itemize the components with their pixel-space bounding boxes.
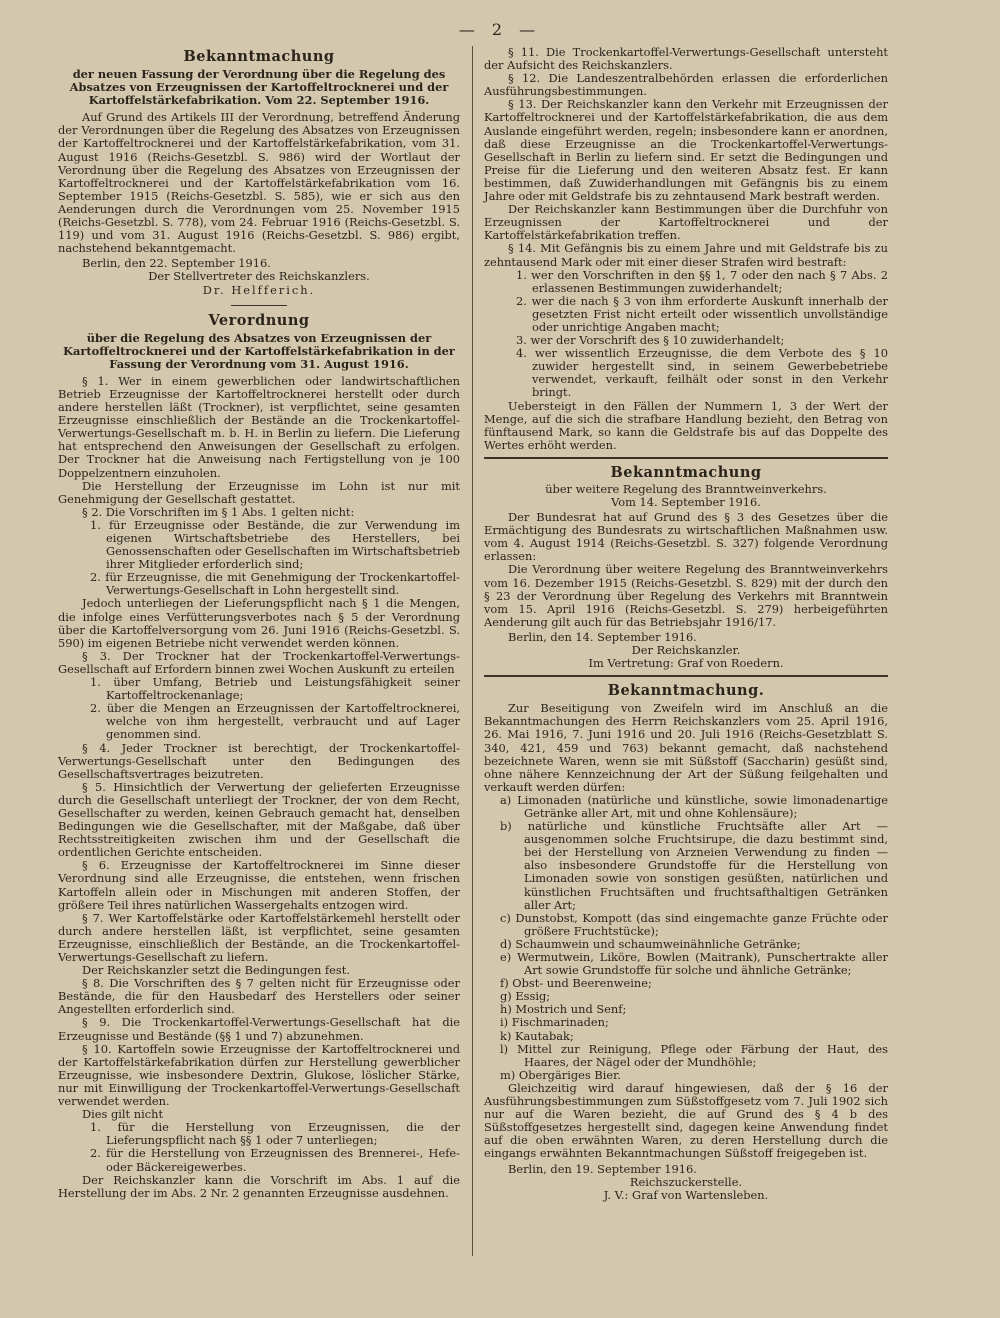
list-item: a) Limonaden (natürliche und künstliche, sowie limonadenartige Getränke aller Art, mit und ohne Kohlensäure);	[500, 792, 888, 820]
list-item: 1. für Erzeugnisse oder Bestände, die zur Verwendung im eigenen Wirtschaftsbetriebe des Herstellers, bei Genossenschaften oder Gesellschaften im Wirtschaftsbetrieb ihrer Mitglieder erforderlich sind;	[90, 517, 460, 572]
paragraph-2: § 2. Die Vorschriften im § 1 Abs. 1 gelten nicht:	[82, 504, 355, 519]
paragraph-10c: Der Reichskanzler kann die Vorschrift im Abs. 1 auf die Herstellung der im Abs. 2 Nr. 2 genannten Erzeugnisse ausdehnen.	[58, 1172, 460, 1200]
announcement-subtitle: über weitere Regelung des Branntweinverkehrs.	[545, 481, 827, 496]
right-column	[484, 46, 888, 1202]
paragraph-14b: Uebersteigt in den Fällen der Nummern 1, 3 der Wert der Menge, auf die sich die strafbare Handlung bezieht, den Betrag von fünftausend Mark, so kann die Geldstrafe bis auf das Doppelte des Wertes erhöht werden.	[484, 398, 888, 452]
list-item: f) Obst- und Beerenweine;	[500, 976, 652, 991]
paragraph-1b: Die Herstellung der Erzeugnisse im Lohn ist nur mit Genehmigung der Gesellschaft gestattet.	[58, 478, 460, 506]
list-item: 1. für die Herstellung von Erzeugnissen, die der Lieferungspflicht nach §§ 1 oder 7 unterliegen;	[90, 1120, 460, 1148]
list-item: 4. wer wissentlich Erzeugnisse, die dem Verbote des § 10 zuwider hergestellt sind, in seinem Gewerbebetriebe verwendet, verkauft, feilhält oder sonst in den Verkehr bringt.	[516, 346, 888, 400]
list-item: g) Essig;	[500, 989, 551, 1004]
list-item: l) Mittel zur Reinigung, Pflege oder Färbung der Haut, des Haares, der Nägel oder der Mundhöhle;	[500, 1041, 888, 1069]
signature-name: Dr. Helfferich.	[202, 282, 316, 297]
paragraph-13: § 13. Der Reichskanzler kann den Verkehr mit Erzeugnissen der Kartoffeltrocknerei und der Kartoffelstärkefabrikation, die aus dem Auslande eingeführt werden, regeln; insbesondere kann er anordnen, daß diese Erzeugnisse an die Trockenkartoffel-Verwertungs-Gesellschaft in Berlin zu liefern sind. Er setzt die Bedingungen und Preise für die Lieferung und den weiteren Absatz fest. Er kann bestimmen, daß Zuwiderhandlungen mit Gefängnis bis zu einem Jahre oder mit Geldstrafe bis zu zehntausend Mark bestraft werden.	[484, 97, 888, 204]
paragraph-4: § 4. Jeder Trockner ist berechtigt, der Trockenkartoffel-Verwertungs-Gesellschaft unter den Bedingungen des Gesellschaftsvertrages beizutreten.	[58, 740, 460, 781]
list-item: k) Kautabak;	[500, 1028, 574, 1043]
list-item: 2. über die Mengen an Erzeugnissen der Kartoffeltrocknerei, welche von ihm hergestellt, verbraucht und auf Lager genommen sind.	[90, 701, 460, 742]
list-item: 3. wer der Vorschrift des § 10 zuwiderhandelt;	[516, 333, 785, 348]
announcement-date: Berlin, den 22. September 1916.	[82, 256, 271, 271]
list-item: i) Fischmarinaden;	[500, 1015, 609, 1030]
page-number: — 2 —	[458, 20, 542, 39]
signature-title: Reichszuckerstelle.	[629, 1174, 743, 1189]
announcement-subtitle: der neuen Fassung der Verordnung über die Regelung des Absatzes von Erzeugnissen der Kartoffeltrocknerei und der Kartoffelstärkefabrikation. Vom 22. September 1916.	[69, 67, 449, 108]
signature-title: Der Reichskanzler.	[631, 643, 741, 658]
announcement-text: Gleichzeitig wird darauf hingewiesen, daß der § 16 der Ausführungsbestimmungen zum Süßstoffgesetz vom 7. Juli 1902 sich nur auf die Waren bezieht, die auf Grund des § 4 b des Süßstoffgesetzes hergestellt sind, dagegen keine Anwendung findet auf die oben erwähnten Waren, zu deren Herstellung durch die eingangs erwähnten Bekanntmachungen Süßstoff freigegeben ist.	[484, 1080, 888, 1161]
paragraph-13b: Der Reichskanzler kann Bestimmungen über die Durchfuhr von Erzeugnissen der Kartoffeltrocknerei und der Kartoffelstärkefabrikation treffen.	[484, 202, 888, 243]
announcement-text: Auf Grund des Artikels III der Verordnung, betreffend Änderung der Verordnungen über die Regelung des Absatzes von Erzeugnissen der Kartoffeltrocknerei und der Kartoffelstärkefabrikation, vom 31. August 1916 (Reichs-Gesetzbl. S. 986) wird der Wortlaut der Verordnung über die Regelung des Absatzes von Erzeugnissen der Kartoffeltrocknerei und der Kartoffelstärkefabrikation vom 16. September 1915 (Reichs-Gesetzbl. S. 585), wie er sich aus den Aenderungen durch die Verordnungen vom 25. November 1915 (Reichs-Gesetzbl. S. 778), vom 24. Februar 1916 (Reichs-Gesetzbl. S. 119) und vom 31. August 1916 (Reichs-Gesetzbl. S. 986) ergibt, nachstehend bekanntgemacht.	[58, 110, 460, 256]
signature-title: Der Stellvertreter des Reichskanzlers.	[148, 269, 370, 284]
section-divider	[231, 305, 287, 306]
section-rule	[484, 675, 888, 677]
announcement-text: Der Bundesrat hat auf Grund des § 3 des Gesetzes über die Ermächtigung des Bundesrats zu wirtschaftlichen Maßnahmen usw. vom 4. August 1914 (Reichs-Gesetzbl. S. 327) folgende Verordnung erlassen:	[484, 510, 888, 564]
list-item: e) Wermutwein, Liköre, Bowlen (Maitrank), Punschertrakte aller Art sowie Grundstoffe für solche und ähnliche Getränke;	[500, 950, 888, 978]
announcement-date-line: Vom 14. September 1916.	[611, 495, 761, 509]
list-item: 1. über Umfang, Betrieb und Leistungsfähigkeit seiner Kartoffeltrockenanlage;	[90, 675, 460, 703]
left-column	[58, 46, 460, 1200]
paragraph-8: § 8. Die Vorschriften des § 7 gelten nicht für Erzeugnisse oder Bestände, die für den Hausbedarf des Herstellers oder seiner Angestellten erforderlich sind.	[58, 976, 460, 1017]
paragraph-14: § 14. Mit Gefängnis bis zu einem Jahre und mit Geldstrafe bis zu zehntausend Mark oder mit einer dieser Strafen wird bestraft:	[484, 241, 888, 269]
announcement-date: Berlin, den 14. September 1916.	[508, 629, 697, 644]
list-item: b) natürliche und künstliche Fruchtsäfte aller Art — ausgenommen solche Fruchtsirupe, die dazu bestimmt sind, bei der Herstellung von Arzneien Verwendung zu finden — also insbesondere Grundstoffe für die Herstellung von Limonaden sowie von sonstigen gesüßten, natürlichen und künstlichen Fruchtsäften und fruchtsafthaltigen Getränken aller Art;	[500, 819, 888, 912]
list-item: c) Dunstobst, Kompott (das sind eingemachte ganze Früchte oder größere Fruchtstücke);	[500, 910, 888, 938]
announcement-text: Zur Beseitigung von Zweifeln wird im Anschluß an die Bekanntmachungen des Herrn Reichskanzlers vom 25. April 1916, 26. Mai 1916, 7. Juni 1916 und 20. Juli 1916 (Reichs-Gesetzblatt S. 340, 421, 459 und 763) bekannt gemacht, daß nachstehend bezeichnete Waren, wenn sie mit Süßstoff (Saccharin) gesüßt sind, ohne nähere Kennzeichnung der Art der Süßung feilgehalten und verkauft werden dürfen:	[484, 701, 888, 794]
paragraph-7: § 7. Wer Kartoffelstärke oder Kartoffelstärkemehl herstellt oder durch andere herstellen läßt, ist verpflichtet, seine gesamten Erzeugnisse, einschließlich der Bestände, an die Trockenkartoffel-Verwertungs-Gesellschaft zu liefern.	[58, 910, 460, 964]
signature-name: J. V.: Graf von Wartensleben.	[603, 1187, 769, 1202]
list-item: d) Schaumwein und schaumweinähnliche Getränke;	[500, 936, 801, 951]
paragraph-6: § 6. Erzeugnisse der Kartoffeltrocknerei im Sinne dieser Verordnung sind alle Erzeugnisse, die entstehen, wenn frischen Kartoffeln allein oder in Mischungen mit anderen Stoffen, der größere Teil ihres natürlichen Wassergehalts entzogen wird.	[58, 858, 460, 912]
paragraph-7b: Der Reichskanzler setzt die Bedingungen fest.	[82, 963, 350, 978]
paragraph-12: § 12. Die Landeszentralbehörden erlassen die erforderlichen Ausführungsbestimmungen.	[484, 71, 888, 99]
list-item: 2. wer die nach § 3 von ihm erforderte Auskunft innerhalb der gesetzten Frist nicht erteilt oder wissentlich unvollständige oder unrichtige Angaben macht;	[516, 293, 888, 334]
list-item: 2. für Erzeugnisse, die mit Genehmigung der Trockenkartoffel-Verwertungs-Gesellschaft in Lohn hergestellt sind.	[90, 570, 460, 598]
ordinance-title: Verordnung	[208, 311, 310, 329]
paragraph-1: § 1. Wer in einem gewerblichen oder landwirtschaftlichen Betrieb Erzeugnisse der Kartoffeltrocknerei herstellt oder durch andere herstellen läßt (Trockner), ist verpflichtet, seine gesamten Erzeugnisse einschließlich der Bestände an die Trockenkartoffel-Verwertungs-Gesellschaft m. b. H. in Berlin zu liefern. Die Lieferung hat entsprechend den Anweisungen der Gesellschaft zu erfolgen. Der Trockner hat die Anweisung nach Fertigstellung von je 100 Doppelzentnern einzuholen.	[58, 373, 460, 480]
list-item: 2. für die Herstellung von Erzeugnissen des Brennerei-, Hefe- oder Bäckereigewerbes.	[90, 1146, 460, 1174]
list-item: 1. wer den Vorschriften in den §§ 1, 7 oder den nach § 7 Abs. 2 erlassenen Bestimmungen zuwiderhandelt;	[516, 267, 888, 295]
list-item: h) Mostrich und Senf;	[500, 1002, 627, 1017]
ordinance-subtitle: über die Regelung des Absatzes von Erzeugnissen der Kartoffeltrocknerei und der Kartoffelstärkefabrikation in der Fassung der Verordnung vom 31. August 1916.	[63, 330, 455, 371]
paragraph-10b: Dies gilt nicht	[82, 1107, 164, 1122]
paragraph-3: § 3. Der Trockner hat der Trockenkartoffel-Verwertungs-Gesellschaft auf Erfordern binnen zwei Wochen Auskunft zu erteilen	[58, 648, 460, 676]
column-divider	[472, 46, 473, 1256]
list-item: m) Obergäriges Bier.	[500, 1067, 621, 1082]
announcement-text: Die Verordnung über weitere Regelung des Branntweinverkehrs vom 16. Dezember 1915 (Reichs-Gesetzbl. S. 829) mit der durch den § 23 der Verordnung über Regelung des Verkehrs mit Branntwein vom 15. April 1916 (Reichs-Gesetzbl. S. 279) herbeigeführten Aenderung gilt auch für das Betriebsjahr 1916/17.	[484, 562, 888, 629]
paragraph-10: § 10. Kartoffeln sowie Erzeugnisse der Kartoffeltrocknerei und der Kartoffelstärkefabrikation dürfen zur Herstellung gewerblicher Erzeugnisse, wie insbesondere Dextrin, Glukose, löslicher Stärke, nur mit Einwilligung der Trockenkartoffel-Verwertungs-Gesellschaft verwendet werden.	[58, 1041, 460, 1109]
paragraph-5: § 5. Hinsichtlich der Verwertung der gelieferten Erzeugnisse durch die Gesellschaft unterliegt der Trockner, der von dem Recht, Gesellschafter zu werden, keinen Gebrauch gemacht hat, denselben Bedingungen wie die Gesellschafter, mit der Maßgabe, daß über Rechtsstreitigkeiten zwischen ihm und der Gesellschaft die ordentlichen Gerichte entscheiden.	[58, 779, 460, 860]
paragraph-9: § 9. Die Trockenkartoffel-Verwertungs-Gesellschaft hat die Erzeugnisse und Bestände (§§ 1 und 7) abzunehmen.	[58, 1015, 460, 1043]
paragraph-11: § 11. Die Trockenkartoffel-Verwertungs-Gesellschaft untersteht der Aufsicht des Reichskanzlers.	[484, 45, 888, 73]
announcement-date: Berlin, den 19. September 1916.	[508, 1161, 697, 1176]
paragraph-2b: Jedoch unterliegen der Lieferungspflicht nach § 1 die Mengen, die infolge eines Verfütterungsverbotes nach § 5 der Verordnung über die Kartoffelversorgung vom 26. Juni 1916 (Reichs-Gesetzbl. S. 590) im eigenen Betriebe nicht verwendet werden können.	[58, 596, 460, 650]
announcement-title: Bekanntmachung.	[607, 682, 765, 700]
announcement-title: Bekanntmachung	[610, 463, 762, 481]
signature-name: Im Vertretung: Graf von Roedern.	[588, 656, 784, 671]
section-rule	[484, 457, 888, 459]
announcement-title: Bekanntmachung	[183, 48, 335, 65]
